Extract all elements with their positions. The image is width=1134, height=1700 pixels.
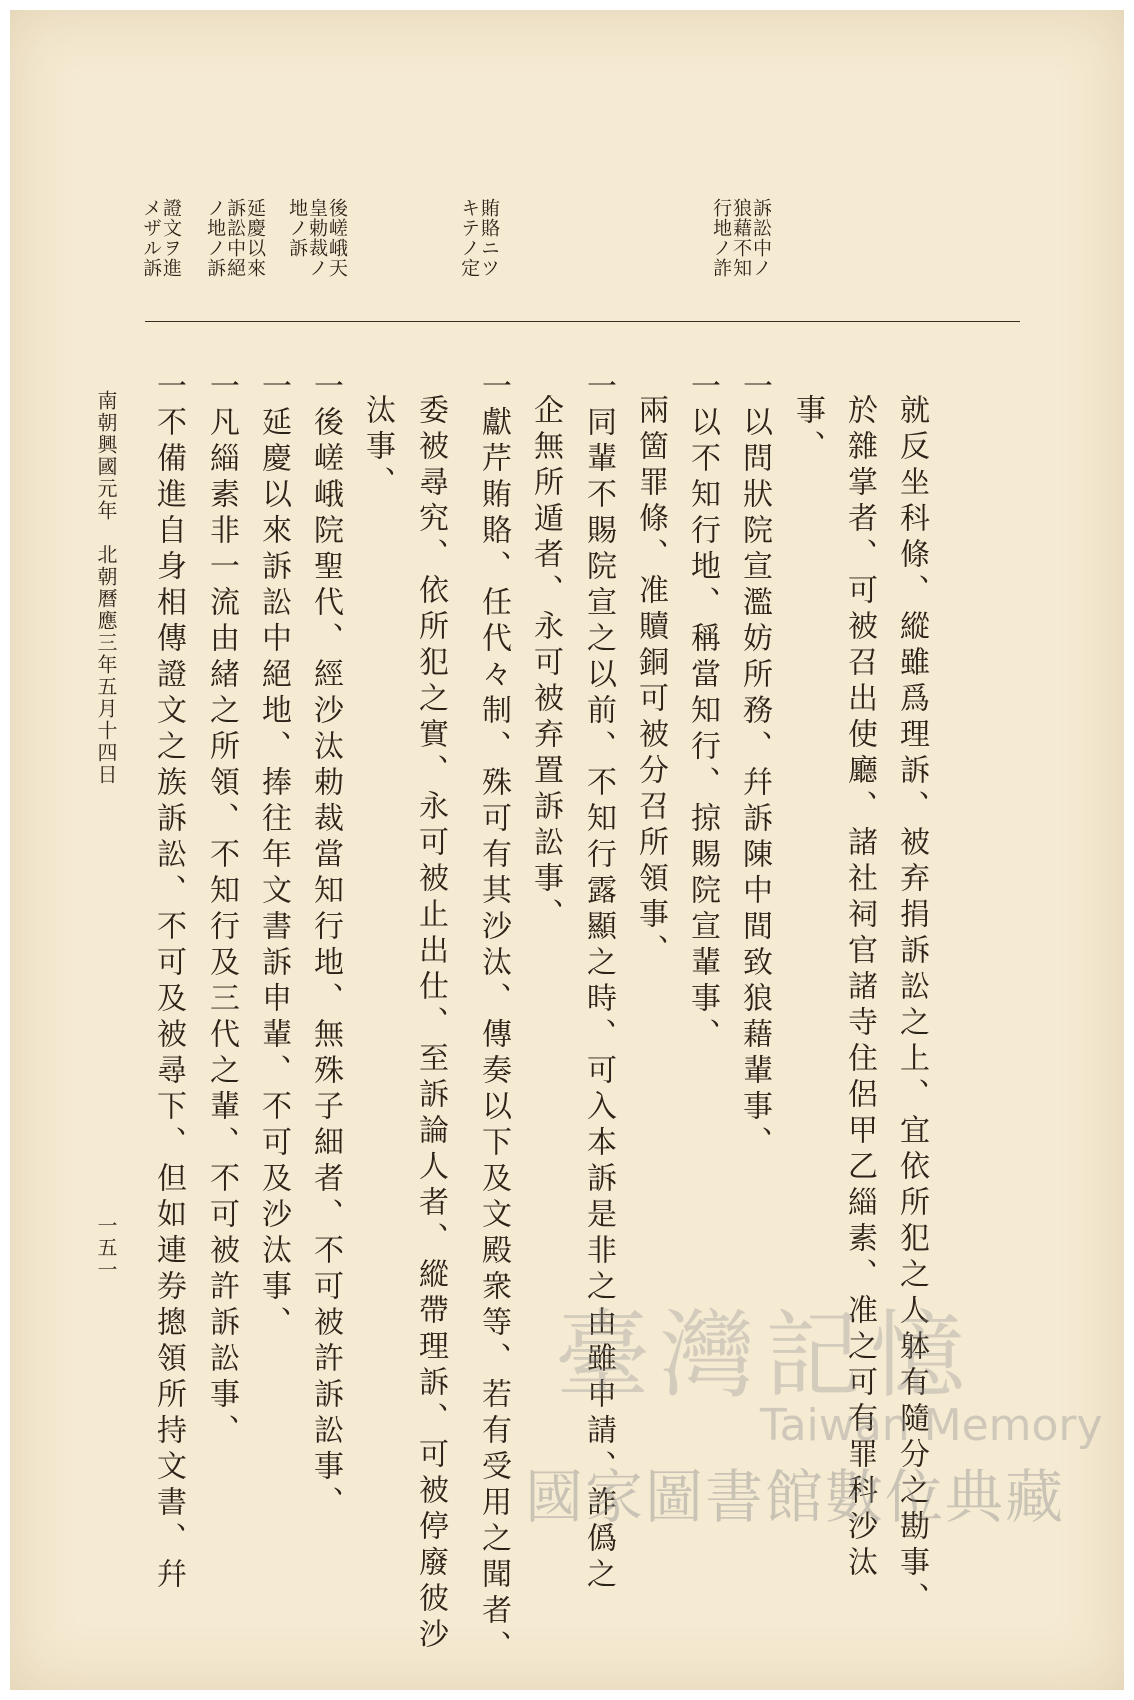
margin-note: 證文ヲ進メザル訴 bbox=[140, 198, 182, 278]
text-column: 一獻芹賄賂、任代々制、殊可有其沙汰、傳奏以下及文殿衆等、若有受用之聞者、 bbox=[476, 370, 511, 1666]
footer-date: 南朝興國元年 北朝曆應三年五月十四日 bbox=[94, 390, 118, 786]
text-column: 兩箇罪條、准贖銅可被分召所領事、 bbox=[633, 394, 668, 970]
page-number: 一五一 bbox=[94, 1215, 118, 1281]
text-column: 一延慶以來訴訟中絕地、捧往年文書訴申輩、不可及沙汰事、 bbox=[256, 370, 291, 1342]
text-column: 汰事、 bbox=[360, 394, 395, 502]
watermark-chinese: 國家圖書館數位典藏 bbox=[525, 1463, 1066, 1531]
text-column: 一凡緇素非一流由緒之所領、不知行及三代之輩、不可被許訴訟事、 bbox=[204, 370, 239, 1450]
margin-note: 延慶以來訴訟中絕ノ地ノ訴 bbox=[204, 198, 266, 278]
text-column: 一不備進自身相傳證文之族訴訟、不可及被尋下、但如連券摠領所持文書、幷 bbox=[151, 370, 186, 1594]
text-column: 於雜掌者、可被召出使廳、諸社祠官諸寺住侶甲乙緇素、准之可有罪科沙汰 bbox=[842, 394, 877, 1582]
document-page bbox=[10, 10, 1124, 1690]
margin-note: 訴訟中ノ狼藉不知行地ノ詐 bbox=[710, 198, 772, 278]
margin-note: 賄賂ニツキテノ定 bbox=[458, 198, 500, 278]
text-column: 企無所遁者、永可被弃置訴訟事、 bbox=[528, 394, 563, 934]
text-column: 一後嵯峨院聖代、經沙汰勅裁當知行地、無殊子細者、不可被許訴訟事、 bbox=[308, 370, 343, 1522]
watermark-logo: 臺灣記憶 bbox=[555, 1301, 976, 1411]
text-column: 委被尋究、依所犯之實、永可被止出仕、至訴論人者、縱帶理訴、可被停廢彼沙 bbox=[413, 394, 448, 1654]
text-column: 就反坐科條、縱雖爲理訴、被弃捐訴訟之上、宜依所犯之人躰有隨分之勘事、 bbox=[894, 394, 929, 1618]
text-column: 一同輩不賜院宣之以前、不知行露顯之時、可入本訴是非之由雖申請、詐僞之 bbox=[581, 370, 616, 1594]
header-rule bbox=[145, 321, 1020, 322]
margin-note: 後嵯峨天皇勅裁ノ地ノ訴 bbox=[286, 198, 348, 278]
text-column: 一以問狀院宣濫妨所務、幷訴陳中間致狼藉輩事、 bbox=[737, 370, 772, 1162]
text-column: 一以不知行地、稱當知行、掠賜院宣輩事、 bbox=[685, 370, 720, 1054]
text-column: 事、 bbox=[790, 394, 825, 466]
watermark-english: Taiwan Memory bbox=[760, 1400, 1103, 1451]
